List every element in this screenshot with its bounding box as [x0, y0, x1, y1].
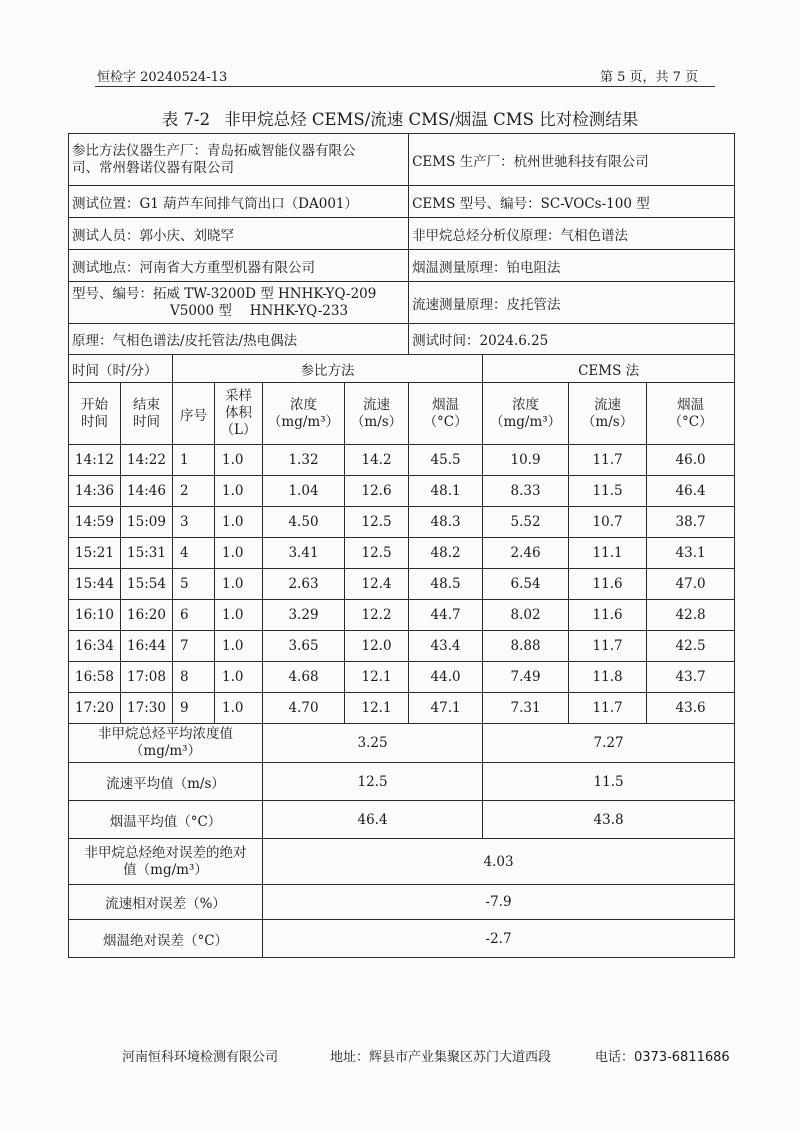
sample-volume-cell: 1.0: [215, 662, 263, 693]
abs-error-label: 非甲烷总烃绝对误差的绝对 值（mg/m³）: [69, 839, 263, 885]
sample-volume-cell: 1.0: [215, 600, 263, 631]
end-time-cell: 14:46: [121, 476, 173, 507]
test-location: 测试位置：G1 葫芦车间排气筒出口（DA001）: [69, 186, 409, 218]
seq-header: 序号: [173, 383, 215, 445]
ref-temp-cell: 44.0: [409, 662, 483, 693]
temp-abs-error-row: [69, 920, 735, 958]
table-title: [0, 106, 800, 130]
cems-temp-cell: 43.1: [647, 538, 735, 569]
info-row: [69, 282, 735, 324]
abs-error-value: 4.03: [263, 839, 735, 885]
cems-flow-cell: 11.5: [569, 476, 647, 507]
sample-volume-cell: 1.0: [215, 693, 263, 724]
cems-flow-cell: 10.7: [569, 507, 647, 538]
avg-temp-ref: 46.4: [263, 801, 483, 839]
cems-temp-cell: 46.4: [647, 476, 735, 507]
ref-temp-cell: 48.3: [409, 507, 483, 538]
abs-error-row: [69, 839, 735, 885]
cems-temp-header: 烟温 （°C）: [647, 383, 735, 445]
ref-conc-header: 浓度 （mg/m³）: [263, 383, 345, 445]
sample-volume-cell: 1.0: [215, 569, 263, 600]
avg-conc-ref: 3.25: [263, 724, 483, 763]
ref-temp-cell: 48.5: [409, 569, 483, 600]
seq-cell: 7: [173, 631, 215, 662]
test-personnel: 测试人员：郭小庆、刘晓罕: [69, 218, 409, 250]
ref-flow-cell: 12.4: [345, 569, 409, 600]
cems-flow-cell: 11.7: [569, 631, 647, 662]
seq-cell: 9: [173, 693, 215, 724]
ref-temp-cell: 47.1: [409, 693, 483, 724]
table-row: [69, 600, 735, 631]
method-principle: 原理：气相色谱法/皮托管法/热电偶法: [69, 324, 409, 355]
cems-flow-cell: 11.6: [569, 569, 647, 600]
start-time-header: 开始 时间: [69, 383, 121, 445]
ref-flow-cell: 12.2: [345, 600, 409, 631]
flow-rel-error-row: [69, 885, 735, 920]
flow-rel-error-value: -7.9: [263, 885, 735, 920]
end-time-cell: 15:31: [121, 538, 173, 569]
ref-temp-cell: 43.4: [409, 631, 483, 662]
end-time-cell: 17:08: [121, 662, 173, 693]
instrument-model: 型号、编号：拓威 TW-3200D 型 HNHK-YQ-209 V5000 型 HNHK-YQ-233: [69, 282, 409, 324]
start-time-cell: 15:44: [69, 569, 121, 600]
table-row: [69, 476, 735, 507]
cems-conc-cell: 8.02: [483, 600, 569, 631]
table-row: [69, 445, 735, 476]
cems-temp-cell: 42.5: [647, 631, 735, 662]
comparison-table: [68, 133, 735, 958]
avg-conc-row: [69, 724, 735, 763]
seq-cell: 2: [173, 476, 215, 507]
ref-conc-cell: 3.65: [263, 631, 345, 662]
ref-conc-cell: 4.70: [263, 693, 345, 724]
start-time-cell: 16:58: [69, 662, 121, 693]
start-time-cell: 17:20: [69, 693, 121, 724]
ref-flow-cell: 14.2: [345, 445, 409, 476]
avg-flow-row: [69, 763, 735, 801]
time-group-header: 时间（时/分）: [69, 355, 173, 383]
info-row: [69, 250, 735, 282]
cems-temp-cell: 38.7: [647, 507, 735, 538]
document-number: 恒检字 20240524-13: [97, 70, 228, 85]
sample-volume-cell: 1.0: [215, 476, 263, 507]
end-time-cell: 16:44: [121, 631, 173, 662]
avg-conc-label: 非甲烷总烃平均浓度值 （mg/m³）: [69, 724, 263, 763]
group-header-row: [69, 355, 735, 383]
header-rule: [95, 86, 715, 87]
start-time-cell: 14:36: [69, 476, 121, 507]
footer-phone: 电话：0373-6811686: [595, 1050, 730, 1065]
start-time-cell: 16:10: [69, 600, 121, 631]
start-time-cell: 14:12: [69, 445, 121, 476]
cems-temp-cell: 43.7: [647, 662, 735, 693]
end-time-cell: 15:09: [121, 507, 173, 538]
avg-temp-cems: 43.8: [483, 801, 735, 839]
cems-manufacturer: CEMS 生产厂：杭州世驰科技有限公司: [409, 134, 735, 186]
table-row: [69, 538, 735, 569]
ref-conc-cell: 2.63: [263, 569, 345, 600]
test-date: 测试时间：2024.6.25: [409, 324, 735, 355]
ref-flow-cell: 12.0: [345, 631, 409, 662]
ref-flow-cell: 12.1: [345, 662, 409, 693]
ref-temp-cell: 48.2: [409, 538, 483, 569]
ref-conc-cell: 1.32: [263, 445, 345, 476]
cems-conc-cell: 10.9: [483, 445, 569, 476]
footer-address: 地址：辉县市产业集聚区苏门大道西段: [330, 1050, 552, 1065]
sample-volume-cell: 1.0: [215, 507, 263, 538]
nmhc-principle: 非甲烷总烃分析仪原理：气相色谱法: [409, 218, 735, 250]
table-row: [69, 507, 735, 538]
cems-flow-cell: 11.7: [569, 445, 647, 476]
avg-temp-label: 烟温平均值（°C）: [69, 801, 263, 839]
avg-flow-cems: 11.5: [483, 763, 735, 801]
cems-conc-cell: 8.88: [483, 631, 569, 662]
ref-flow-cell: 12.1: [345, 693, 409, 724]
ref-conc-cell: 4.68: [263, 662, 345, 693]
end-time-cell: 14:22: [121, 445, 173, 476]
avg-temp-row: [69, 801, 735, 839]
temp-abs-error-label: 烟温绝对误差（°C）: [69, 920, 263, 958]
ref-flow-cell: 12.6: [345, 476, 409, 507]
avg-flow-label: 流速平均值（m/s）: [69, 763, 263, 801]
ref-temp-cell: 44.7: [409, 600, 483, 631]
ref-method-header: 参比方法: [173, 355, 483, 383]
ref-temp-header: 烟温 （°C）: [409, 383, 483, 445]
sample-volume-cell: 1.0: [215, 538, 263, 569]
seq-cell: 8: [173, 662, 215, 693]
cems-flow-cell: 11.1: [569, 538, 647, 569]
cems-conc-cell: 5.52: [483, 507, 569, 538]
volume-header: 采样 体积 （L）: [215, 383, 263, 445]
info-row: [69, 218, 735, 250]
flow-principle: 流速测量原理：皮托管法: [409, 282, 735, 324]
cems-conc-cell: 2.46: [483, 538, 569, 569]
seq-cell: 6: [173, 600, 215, 631]
info-row: [69, 186, 735, 218]
cems-temp-cell: 47.0: [647, 569, 735, 600]
cems-temp-cell: 43.6: [647, 693, 735, 724]
table-row: [69, 693, 735, 724]
temp-abs-error-value: -2.7: [263, 920, 735, 958]
cems-conc-header: 浓度 （mg/m³）: [483, 383, 569, 445]
info-row: [69, 134, 735, 186]
ref-conc-cell: 4.50: [263, 507, 345, 538]
page-indicator: 第 5 页，共 7 页: [600, 70, 699, 85]
ref-conc-cell: 1.04: [263, 476, 345, 507]
seq-cell: 1: [173, 445, 215, 476]
cems-method-header: CEMS 法: [483, 355, 735, 383]
ref-temp-cell: 45.5: [409, 445, 483, 476]
ref-temp-cell: 48.1: [409, 476, 483, 507]
cems-model: CEMS 型号、编号：SC-VOCs-100 型: [409, 186, 735, 218]
ref-conc-cell: 3.29: [263, 600, 345, 631]
ref-conc-cell: 3.41: [263, 538, 345, 569]
cems-temp-cell: 46.0: [647, 445, 735, 476]
sample-volume-cell: 1.0: [215, 631, 263, 662]
cems-temp-cell: 42.8: [647, 600, 735, 631]
ref-flow-header: 流速 （m/s）: [345, 383, 409, 445]
avg-conc-cems: 7.27: [483, 724, 735, 763]
end-time-cell: 15:54: [121, 569, 173, 600]
temp-principle: 烟温测量原理：铂电阻法: [409, 250, 735, 282]
cems-flow-header: 流速 （m/s）: [569, 383, 647, 445]
cems-flow-cell: 11.6: [569, 600, 647, 631]
cems-flow-cell: 11.8: [569, 662, 647, 693]
end-time-cell: 17:30: [121, 693, 173, 724]
table-row: [69, 569, 735, 600]
avg-flow-ref: 12.5: [263, 763, 483, 801]
end-time-header: 结束 时间: [121, 383, 173, 445]
cems-conc-cell: 8.33: [483, 476, 569, 507]
seq-cell: 4: [173, 538, 215, 569]
cems-conc-cell: 7.31: [483, 693, 569, 724]
end-time-cell: 16:20: [121, 600, 173, 631]
start-time-cell: 15:21: [69, 538, 121, 569]
table-title-text: 非甲烷总烃 CEMS/流速 CMS/烟温 CMS 比对检测结果: [224, 110, 639, 129]
flow-rel-error-label: 流速相对误差（%）: [69, 885, 263, 920]
seq-cell: 3: [173, 507, 215, 538]
cems-conc-cell: 7.49: [483, 662, 569, 693]
start-time-cell: 16:34: [69, 631, 121, 662]
ref-flow-cell: 12.5: [345, 538, 409, 569]
test-site: 测试地点：河南省大方重型机器有限公司: [69, 250, 409, 282]
info-row: [69, 324, 735, 355]
cems-conc-cell: 6.54: [483, 569, 569, 600]
footer-company: 河南恒科环境检测有限公司: [122, 1050, 279, 1065]
start-time-cell: 14:59: [69, 507, 121, 538]
cems-flow-cell: 11.7: [569, 693, 647, 724]
sample-volume-cell: 1.0: [215, 445, 263, 476]
ref-manufacturer: 参比方法仪器生产厂：青岛拓威智能仪器有限公 司、常州磐诺仪器有限公司: [69, 134, 409, 186]
seq-cell: 5: [173, 569, 215, 600]
column-header-row: [69, 383, 735, 445]
table-row: [69, 662, 735, 693]
ref-flow-cell: 12.5: [345, 507, 409, 538]
data-rows: [69, 445, 735, 724]
table-row: [69, 631, 735, 662]
table-number: 表 7-2: [161, 110, 211, 129]
